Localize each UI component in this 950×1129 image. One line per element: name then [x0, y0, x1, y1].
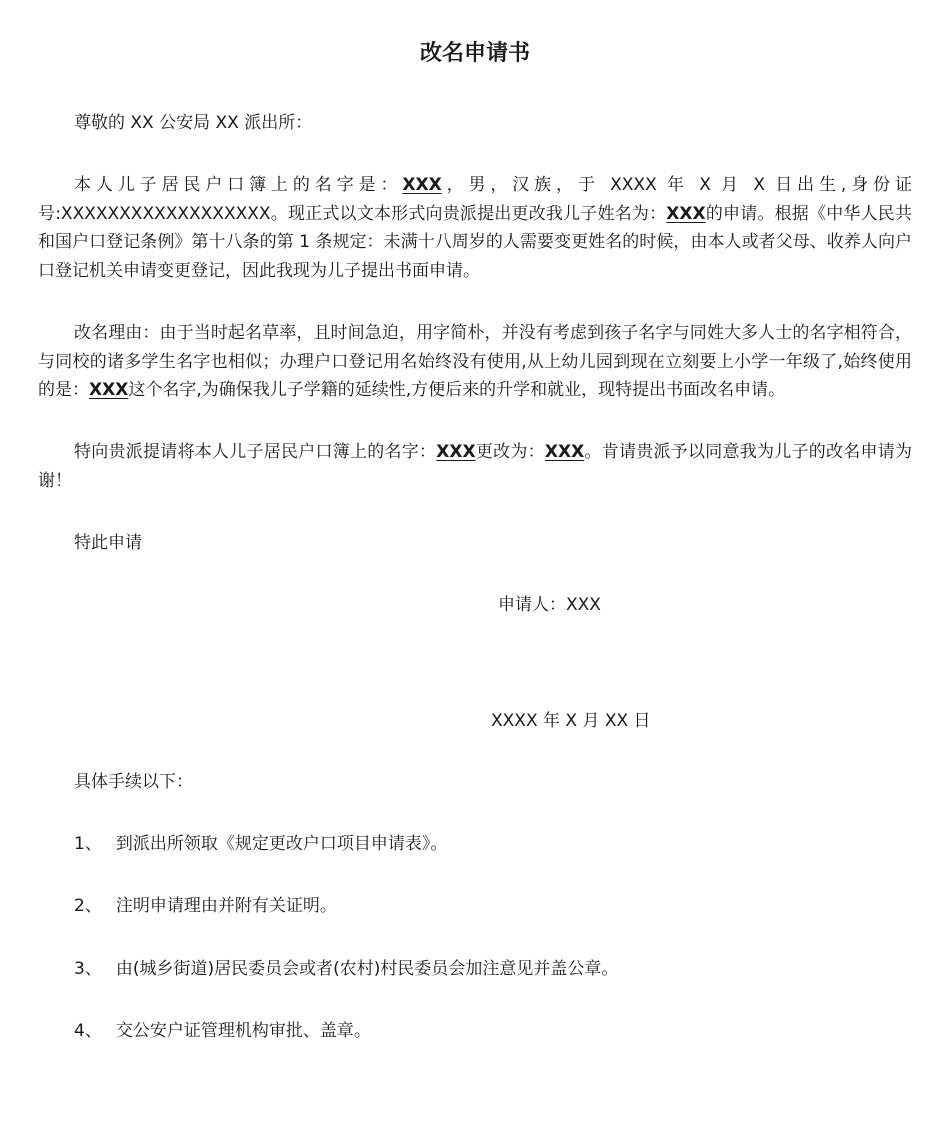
- greeting: 尊敬的 XX 公安局 XX 派出所：: [74, 113, 313, 133]
- step-number: 4、: [74, 1021, 102, 1041]
- used-name: XXX: [89, 380, 129, 400]
- step-text: 到派出所领取《规定更改户口项目申请表》。: [115, 834, 448, 854]
- step-text: 注明申请理由并附有关证明。: [115, 896, 337, 916]
- procedure-step: [74, 892, 337, 921]
- paragraph-text: ，男，汉族，于 XXXX 年 X 月 X 日出生,身份证号:XXXXXXXXXXXXXXXXXX。现正式以文本形式向贵派提出更改我儿子姓名为：: [38, 175, 913, 224]
- document-title: 改名申请书: [419, 41, 530, 66]
- paragraph-text: 更改为：: [475, 442, 545, 462]
- closing-line: 特此申请: [74, 533, 142, 553]
- new-name: XXX: [544, 442, 585, 462]
- paragraph-text: 本人儿子居民户口簿上的名字是：: [74, 175, 403, 195]
- step-number: 2、: [74, 896, 102, 916]
- procedure-step: [74, 1017, 371, 1046]
- current-name: XXX: [436, 442, 476, 462]
- paragraph-text: 改名理由：由于当时起名草率，且时间急迫，用字简朴，并没有考虑到孩子名字与同姓大多人士的名字相符合，与同校的诸多学生名字也相似；办理户口登记用名始终没有使用,从上幼儿园到现在立刻要上小学一年级了,始终使用的是：: [38, 323, 912, 400]
- paragraph-reason: [38, 319, 912, 405]
- procedure-step: [74, 830, 447, 859]
- step-number: 3、: [74, 959, 102, 979]
- application-date: XXXX 年 X 月 XX 日: [491, 711, 651, 731]
- paragraph-text: 的申请。根据《中华人民共和国户口登记条例》第十八条的第 1 条规定：未满十八周岁的人需要变更姓名的时候，由本人或者父母、收养人向户口登记机关申请变更登记，因此我现为儿子提出书面申请。: [38, 203, 912, 281]
- step-text: 由(城乡街道)居民委员会或者(农村)村民委员会加注意见并盖公章。: [115, 959, 619, 979]
- procedure-step: [74, 955, 618, 984]
- paragraph-current-name: [38, 171, 912, 285]
- paragraph-text: 这个名字,为确保我儿子学籍的延续性,方便后来的升学和就业，现特提出书面改名申请。: [128, 380, 786, 400]
- step-text: 交公安户证管理机构审批、盖章。: [115, 1021, 371, 1041]
- procedures-heading: 具体手续以下：: [74, 772, 193, 792]
- paragraph-request: [38, 438, 912, 495]
- current-name: XXX: [402, 175, 442, 195]
- paragraph-text: 特向贵派提请将本人儿子居民户口簿上的名字：: [74, 442, 437, 462]
- applicant-signature: 申请人：XXX: [498, 595, 601, 615]
- new-name: XXX: [666, 203, 706, 224]
- paragraph-text: 。肯请贵派予以同意我为儿子的改名申请为谢！: [38, 442, 913, 491]
- step-number: 1、: [74, 834, 102, 854]
